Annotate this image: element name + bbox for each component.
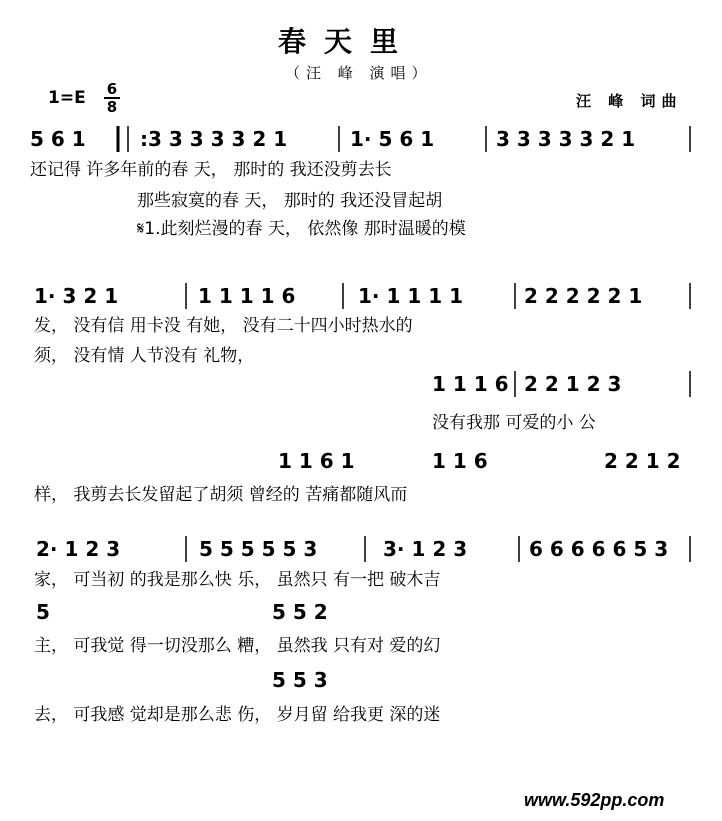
time-signature-bottom: 8 (106, 98, 118, 116)
note-group: 1 1 6 1 (278, 449, 355, 473)
performer-note: （汪 峰 演唱） (285, 64, 433, 82)
note-group: 2 2 2 2 2 1 (524, 284, 643, 308)
note-group: 2 2 1 2 (604, 449, 681, 473)
credit-line: 汪 峰 词曲 (576, 92, 683, 110)
lyric-line: 须， 没有情 人节没有 礼物， (34, 346, 255, 366)
note-group: 2 2 1 2 3 (524, 372, 622, 396)
lyric-line: 还记得 许多年前的春 天， 那时的 我还没剪去长 (30, 160, 392, 180)
note-group: 5 5 2 (272, 600, 328, 624)
lyric-line: 发， 没有信 用卡没 有她， 没有二十四小时热水的 (34, 316, 413, 336)
note-group: 1 1 1 1 6 (198, 284, 296, 308)
site-watermark: www.592pp.com (524, 790, 665, 810)
note-group: 3· 1 2 3 (383, 537, 468, 561)
note-group: 5 5 3 (272, 668, 328, 692)
note-group: 5 (36, 600, 50, 624)
note-group: 2· 1 2 3 (36, 537, 121, 561)
song-title: 春天里 (278, 25, 417, 58)
note-group: 5 5 5 5 5 3 (199, 537, 318, 561)
lyric-line: 那些寂寞的春 天， 那时的 我还没冒起胡 (137, 191, 443, 211)
note-group: 1 1 6 (432, 449, 488, 473)
key-label: 1=E (48, 88, 86, 108)
lyric-line: 去， 可我感 觉却是那么悲 伤， 岁月留 给我更 深的迷 (34, 705, 441, 725)
note-group: 1· 3 2 1 (34, 284, 119, 308)
lyric-line: 没有我那 可爱的小 公 (432, 413, 596, 433)
note-group: 1· 1 1 1 1 (358, 284, 464, 308)
note-group: 5 6 1 (30, 127, 86, 151)
time-signature-top: 6 (106, 80, 118, 98)
lyric-line: 样， 我剪去长发留起了胡须 曾经的 苦痛都随风而 (34, 485, 408, 505)
lyric-line: 主， 可我觉 得一切没那么 糟， 虽然我 只有对 爱的幻 (34, 636, 441, 656)
note-group: 1· 5 6 1 (350, 127, 435, 151)
note-group: :3 3 3 3 3 2 1 (140, 127, 288, 151)
note-group: 3 3 3 3 3 2 1 (496, 127, 636, 151)
note-group: 6 6 6 6 6 5 3 (529, 537, 669, 561)
lyric-line: 𝄋1.此刻烂漫的春 天， 依然像 那时温暖的模 (137, 219, 466, 239)
lyric-line: 家， 可当初 的我是那么快 乐， 虽然只 有一把 破木吉 (34, 570, 441, 590)
note-group: 1 1 1 6 (432, 372, 509, 396)
